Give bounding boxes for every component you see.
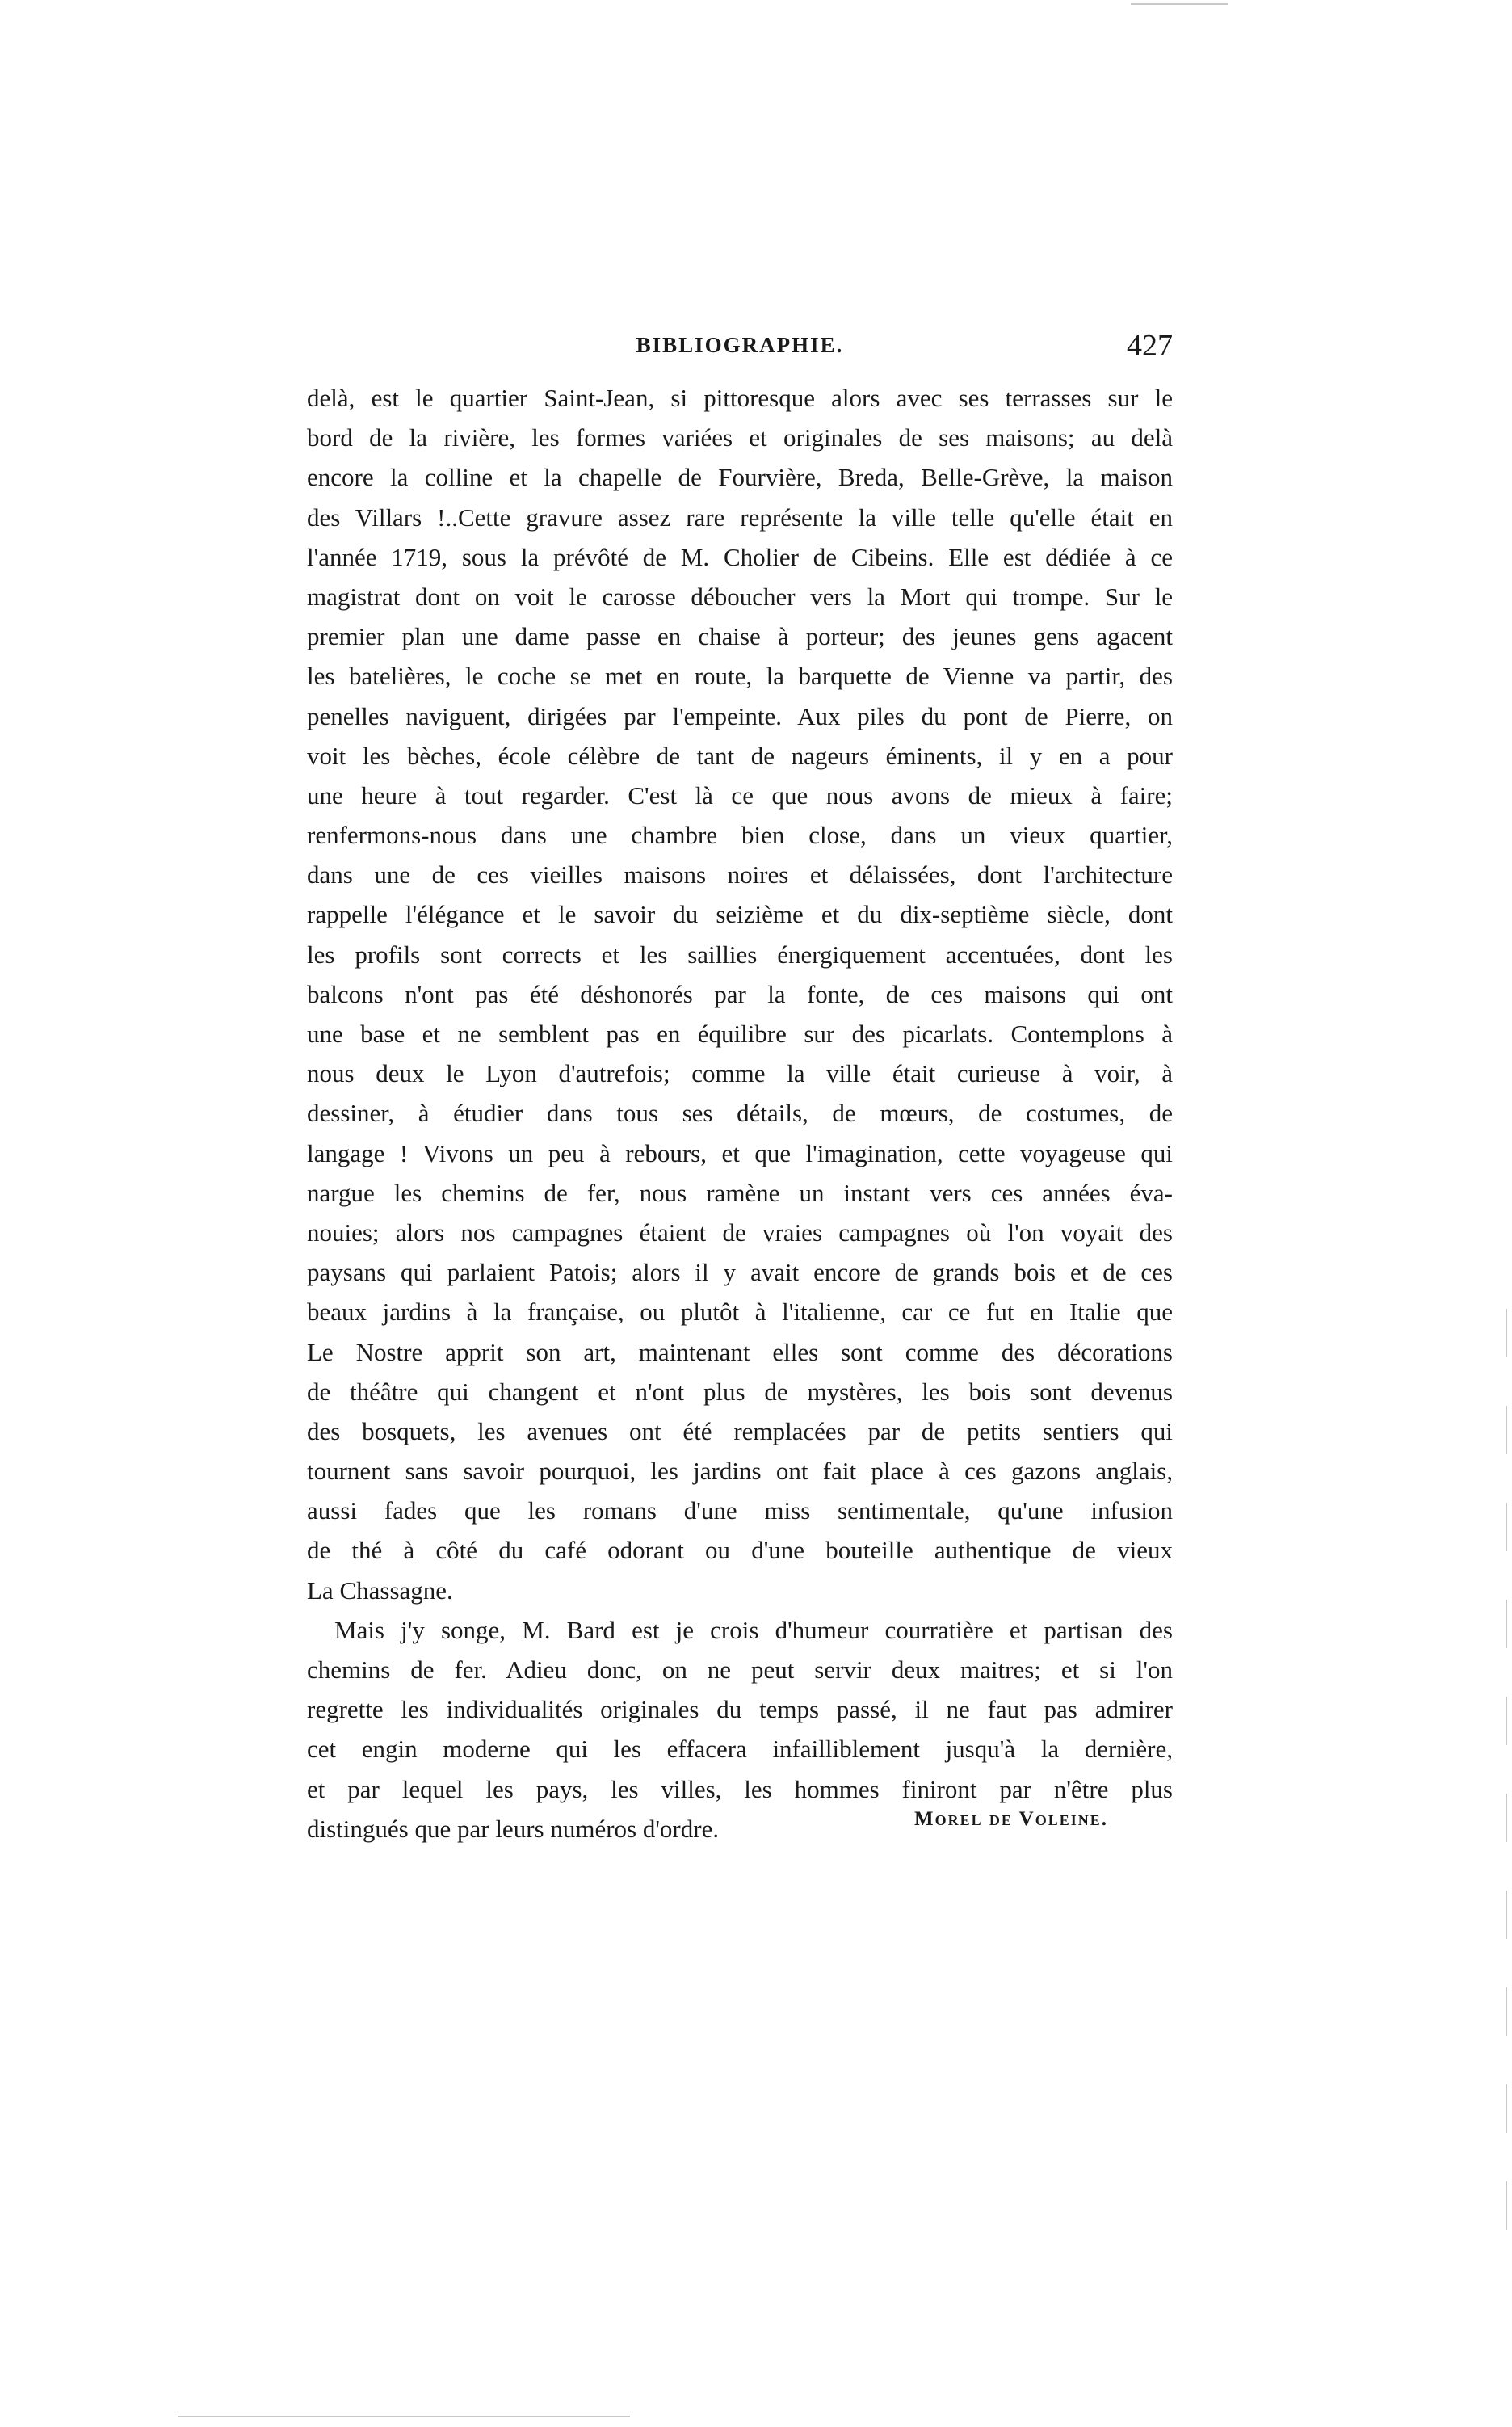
text-line: distingués que par leurs numéros d'ordre. [307,1814,720,1843]
text-line: nouies; alors nos campagnes étaient de vraies campagnes où l'on voyait des [307,1218,1173,1247]
text-line: une heure à tout regarder. C'est là ce que nous avons de mieux à faire; [307,780,1173,810]
text-line: les batelières, le coche se met en route, la barquette de Vienne va partir, des [307,662,1173,691]
running-head [307,329,1173,373]
scan-artifact-right-edge [1506,2181,1507,2230]
text-line: aussi fades que les romans d'une miss sentimentale, qu'une infusion [307,1496,1173,1525]
text-line: langage ! Vivons un peu à rebours, et que l'imagination, cette voyageuse qui [307,1138,1173,1167]
text-line: delà, est le quartier Saint-Jean, si pittoresque alors avec ses terrasses sur le [307,384,1173,412]
text-line: balcons n'ont pas été déshonorés par la fonte, de ces maisons qui ont [307,979,1173,1008]
scan-artifact-right-edge [1506,1987,1507,2036]
running-head-title: BIBLIOGRAPHIE. [636,333,844,357]
text-line: magistrat dont on voit le carosse déboucher vers la Mort qui trompe. Sur le [307,582,1173,611]
text-line: les profils sont corrects et les saillies énergiquement accentuées, dont les [307,940,1173,969]
text-line: une base et ne semblent pas en équilibre sur des picarlats. Contemplons à [307,1020,1173,1048]
text-line: bord de la rivière, les formes variées et originales de ses maisons; au delà [307,423,1173,452]
body-text [307,378,1173,1849]
scan-artifact-right-edge [1506,1406,1507,1454]
text-line: nous deux le Lyon d'autrefois; comme la ville était curieuse à voir, à [307,1059,1173,1088]
scan-artifact-right-edge [1506,2084,1507,2133]
text-line: La Chassagne. [307,1575,453,1605]
scan-artifact-right-edge [1506,1503,1507,1551]
text-line: premier plan une dame passe en chaise à porteur; des jeunes gens agacent [307,622,1173,651]
text-line: Le Nostre apprit son art, maintenant elles sont comme des décorations [307,1337,1173,1366]
text-line: de théâtre qui changent et n'ont plus de mystères, les bois sont devenus [307,1377,1173,1406]
text-line: dessiner, à étudier dans tous ses détails, de mœurs, de costumes, de [307,1099,1173,1128]
scan-artifact-right-edge [1506,1697,1507,1745]
scan-artifact-right-edge [1506,1600,1507,1648]
text-line: beaux jardins à la française, ou plutôt à l'italienne, car ce fut en Italie que [307,1298,1173,1327]
text-line: de thé à côté du café odorant ou d'une bouteille authentique de vieux [307,1536,1173,1565]
text-line: des bosquets, les avenues ont été remplacées par de petits sentiers qui [307,1416,1173,1445]
text-line: et par lequel les pays, les villes, les hommes finiront par n'être plus [307,1774,1173,1803]
scan-artifact-bottom-rule [178,2416,630,2417]
text-line: encore la colline et la chapelle de Fourvière, Breda, Belle-Grève, la maison [307,463,1173,492]
text-line: paysans qui parlaient Patois; alors il y avait encore de grands bois et de ces [307,1258,1173,1287]
text-line: rappelle l'élégance et le savoir du seizième et du dix-septième siècle, dont [307,900,1173,929]
text-line: regrette les individualités originales du temps passé, il ne faut pas admirer [307,1695,1173,1724]
text-line: voit les bèches, école célèbre de tant de nageurs éminents, il y en a pour [307,741,1173,770]
scan-artifact-right-edge [1506,1891,1507,1939]
scan-artifact-top-rule [1131,3,1228,5]
author-signature: Morel de Voleine. [914,1808,1108,1830]
text-line: penelles naviguent, dirigées par l'empeinte. Aux piles du pont de Pierre, on [307,701,1173,730]
page-number: 427 [1127,329,1173,363]
text-line: Mais j'y songe, M. Bard est je crois d'humeur courratière et partisan des [334,1615,1173,1644]
text-line: des Villars !..Cette gravure assez rare représente la ville telle qu'elle était en [307,503,1173,532]
text-line: renfermons-nous dans une chambre bien close, dans un vieux quartier, [307,821,1173,850]
scan-artifact-right-edge [1506,1309,1507,1357]
text-line: chemins de fer. Adieu donc, on ne peut servir deux maitres; et si l'on [307,1655,1173,1684]
text-line: dans une de ces vieilles maisons noires et délaissées, dont l'architecture [307,860,1173,890]
text-line: nargue les chemins de fer, nous ramène un instant vers ces années éva- [307,1178,1173,1207]
scan-artifact-right-edge [1506,1794,1507,1842]
text-line: tournent sans savoir pourquoi, les jardins ont fait place à ces gazons anglais, [307,1457,1173,1486]
text-line: cet engin moderne qui les effacera infailliblement jusqu'à la dernière, [307,1735,1173,1764]
text-line: l'année 1719, sous la prévôté de M. Cholier de Cibeins. Elle est dédiée à ce [307,542,1173,571]
